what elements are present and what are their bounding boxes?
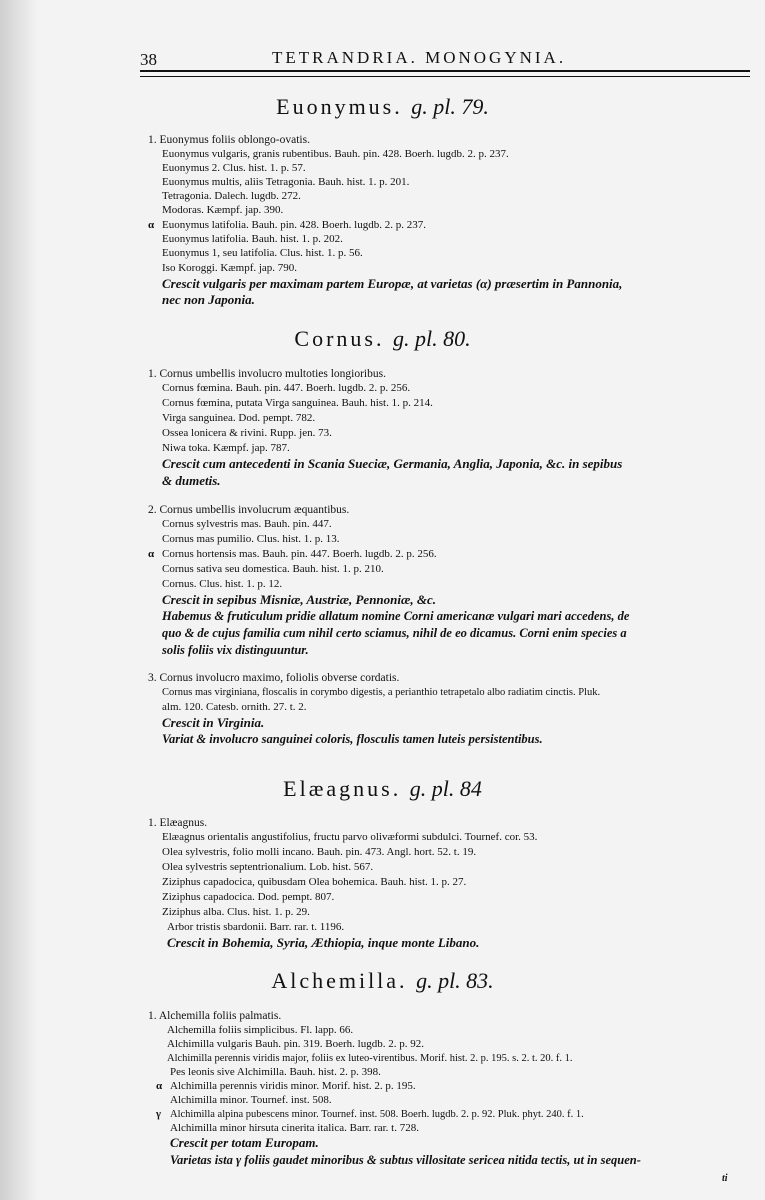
synonym-line: alm. 120. Catesb. ornith. 27. t. 2.: [162, 701, 307, 713]
note-line: Varietas ista γ foliis gaudet minoribus & subtus villositate sericea nitida tectis, ut in sequen-: [170, 1153, 641, 1167]
note-line: solis foliis vix distinguuntur.: [162, 643, 309, 657]
catchword: ti: [722, 1173, 728, 1184]
habitat-line: Crescit in sepibus Misniæ, Austriæ, Pennoniæ, &c.: [162, 592, 437, 607]
genus-reference: g. pl. 79.: [411, 94, 489, 119]
synonym-line: Euonymus 1, seu latifolia. Clus. hist. 1. p. 56.: [162, 247, 363, 259]
synonym-line: Iso Koroggi. Kæmpf. jap. 790.: [162, 262, 298, 274]
genus-heading-alchemilla: [0, 968, 765, 994]
habitat-line: Crescit in Virginia.: [162, 715, 265, 730]
synonym-line: Ziziphus capadocica, quibusdam Olea bohemica. Bauh. hist. 1. p. 27.: [162, 876, 467, 888]
variety-marker: α: [148, 219, 155, 231]
synonym-line: Virga sanguinea. Dod. pempt. 782.: [162, 412, 316, 424]
genus-reference: g. pl. 83.: [416, 968, 494, 993]
synonym-line: Cornus. Clus. hist. 1. p. 12.: [162, 578, 283, 590]
synonym-line: Euonymus 2. Clus. hist. 1. p. 57.: [162, 162, 306, 174]
genus-reference: g. pl. 80.: [392, 326, 471, 351]
habitat-line: Crescit vulgaris per maximam partem Europæ, at varietas (α) præsertim in Pannonia,: [162, 276, 623, 291]
synonym-line: Olea sylvestris septentrionalium. Lob. hist. 567.: [162, 861, 374, 873]
species-diagnosis: 1. Euonymus foliis oblongo-ovatis.: [148, 134, 310, 146]
synonym-line: Euonymus latifolia. Bauh. hist. 1. p. 202.: [162, 233, 343, 245]
synonym-line: Cornus fœmina. Bauh. pin. 447. Boerh. lugdb. 2. p. 256.: [162, 382, 411, 394]
synonym-line: Cornus mas pumilio. Clus. hist. 1. p. 13.: [162, 533, 340, 545]
synonym-line: Cornus sylvestris mas. Bauh. pin. 447.: [162, 518, 332, 530]
variety-marker: α: [148, 548, 155, 560]
synonym-line: Ziziphus capadocica. Dod. pempt. 807.: [162, 891, 335, 903]
synonym-line: Euonymus vulgaris, granis rubentibus. Bauh. pin. 428. Boerh. lugdb. 2. p. 237.: [162, 148, 509, 160]
synonym-line: α Cornus hortensis mas. Bauh. pin. 447. Boerh. lugdb. 2. p. 256.: [148, 548, 437, 560]
genus-heading-euonymus: [0, 94, 765, 120]
genus-heading-elaeagnus: [0, 776, 765, 802]
species-diagnosis: 1. Elæagnus.: [148, 817, 208, 829]
synonym-line: Cornus sativa seu domestica. Bauh. hist. 1. p. 210.: [162, 563, 384, 575]
header-rule-thin: [140, 76, 750, 77]
synonym-line: Alchimilla minor hirsuta cinerita italica. Barr. rar. t. 728.: [170, 1122, 419, 1134]
synonym-line: Alchimilla minor. Tournef. inst. 508.: [170, 1094, 332, 1106]
genus-heading-cornus: [0, 326, 765, 352]
habitat-line: Crescit in Bohemia, Syria, Æthiopia, inque monte Libano.: [167, 935, 480, 950]
synonym-line: Ossea lonicera & rivini. Rupp. jen. 73.: [162, 427, 332, 439]
synonym-line: Alchimilla vulgaris Bauh. pin. 319. Boerh. lugdb. 2. p. 92.: [167, 1038, 424, 1050]
species-diagnosis: 1. Alchemilla foliis palmatis.: [148, 1010, 282, 1022]
variety-marker: α: [156, 1080, 163, 1092]
habitat-line: Crescit cum antecedenti in Scania Sueciæ, Germania, Anglia, Japonia, &c. in sepibus: [162, 456, 623, 471]
note-line: Habemus & fruticulum pridie allatum nomine Corni americanæ vulgari mari accedens, de: [162, 609, 630, 623]
species-diagnosis: 1. Cornus umbellis involucro multoties longioribus.: [148, 368, 386, 380]
note-line: Variat & involucro sanguinei coloris, flosculis tamen luteis persistentibus.: [162, 732, 543, 746]
synonym-line: Cornus mas virginiana, floscalis in corymbo digestis, a perianthio tetrapetalo albo radiatim cinctis. Pluk.: [162, 687, 601, 698]
page-edge-shadow: [0, 0, 38, 1200]
synonym-line: Alchemilla foliis simplicibus. Fl. lapp. 66.: [167, 1024, 354, 1036]
synonym-line: Elæagnus orientalis angustifolius, fructu parvo olivæformi subdulci. Tournef. cor. 53.: [162, 831, 538, 843]
synonym-line: Alchimilla perennis viridis major, foliis ex luteo-virentibus. Morif. hist. 2. p. 195. s. 2. t. 20. f. 1.: [167, 1053, 573, 1064]
synonym-line: Niwa toka. Kæmpf. jap. 787.: [162, 442, 290, 454]
synonym-line: Ziziphus alba. Clus. hist. 1. p. 29.: [162, 906, 310, 918]
synonym-line: Olea sylvestris, folio molli incano. Bauh. pin. 473. Angl. hort. 52. t. 19.: [162, 846, 477, 858]
habitat-line: nec non Japonia.: [162, 292, 255, 307]
synonym-line: Cornus fœmina, putata Virga sanguinea. Bauh. hist. 1. p. 214.: [162, 397, 433, 409]
synonym-line: γ Alchimilla alpina pubescens minor. Tournef. inst. 508. Boerh. lugdb. 2. p. 92. Pluk. phyt. 240. f. 1.: [156, 1109, 584, 1120]
genus-name: Cornus.: [294, 326, 385, 351]
synonym-line: Euonymus multis, aliis Tetragonia. Bauh. hist. 1. p. 201.: [162, 176, 410, 188]
species-diagnosis: 3. Cornus involucro maximo, foliolis obverse cordatis.: [148, 672, 400, 684]
synonym-line: α Alchimilla perennis viridis minor. Morif. hist. 2. p. 195.: [156, 1080, 416, 1092]
synonym-line: Arbor tristis sbardonii. Barr. rar. t. 1196.: [167, 921, 345, 933]
synonym-line: α Euonymus latifolia. Bauh. pin. 428. Boerh. lugdb. 2. p. 237.: [148, 219, 426, 231]
species-diagnosis: 2. Cornus umbellis involucrum æquantibus.: [148, 504, 350, 516]
running-header: [140, 44, 760, 70]
habitat-line: & dumetis.: [162, 473, 221, 488]
genus-reference: g. pl. 84: [409, 776, 482, 801]
variety-marker: γ: [156, 1109, 161, 1120]
habitat-line: Crescit per totam Europam.: [170, 1135, 319, 1150]
genus-name: Elæagnus.: [283, 776, 402, 801]
synonym-line: Pes leonis sive Alchimilla. Bauh. hist. 2. p. 398.: [170, 1066, 381, 1078]
header-rule: [140, 70, 750, 72]
synonym-line: Modoras. Kæmpf. jap. 390.: [162, 204, 284, 216]
genus-name: Alchemilla.: [271, 968, 408, 993]
note-line: quo & de cujus familia cum nihil certo sciamus, nihil de eo dicamus. Corni enim species a: [162, 626, 627, 640]
running-title: TETRANDRIA. MONOGYNIA.: [272, 48, 567, 67]
genus-name: Euonymus.: [276, 94, 403, 119]
page-number: 38: [140, 50, 157, 69]
synonym-line: Tetragonia. Dalech. lugdb. 272.: [162, 190, 301, 202]
